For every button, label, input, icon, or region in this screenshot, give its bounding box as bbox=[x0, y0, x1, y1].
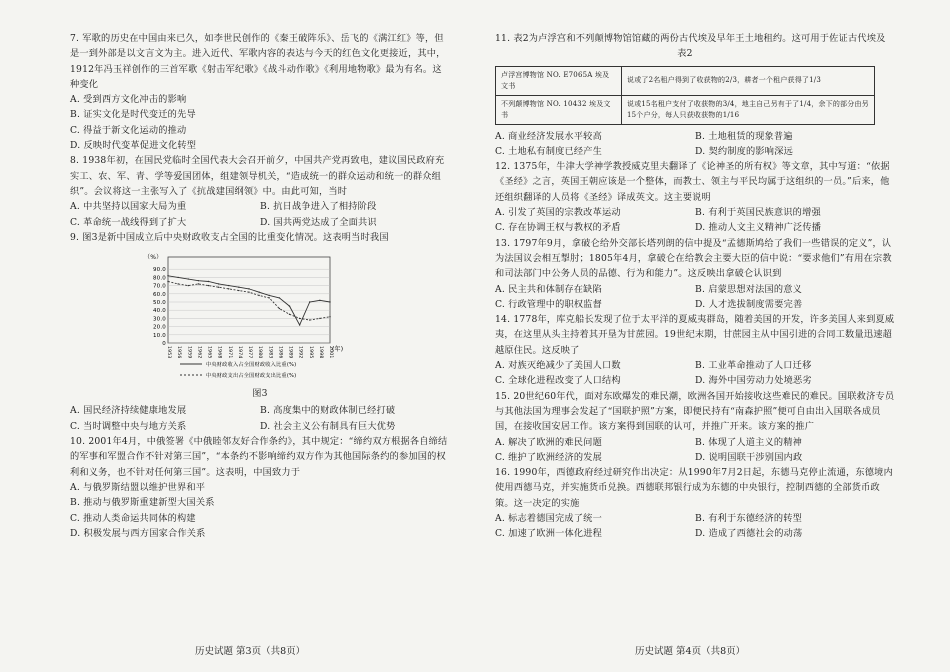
y-tick-label: 30.0 bbox=[152, 316, 166, 323]
data-point bbox=[198, 283, 199, 284]
y-tick-label: 10.0 bbox=[152, 332, 166, 339]
q16-option-b: B. 有利于东德经济的转型 bbox=[695, 513, 803, 525]
question-14-stem: 14. 1778年，库克船长发现了位于太平洋的夏威夷群岛，随着美国的开发，许多美国人来到夏威夷，在这里从头主持着其开垦为甘蔗园。19世纪末期，甘蔗园主从中国引进的合同工数量迅速超越原住民。这反映了 bbox=[495, 314, 895, 356]
q7-option-c: C. 得益于新文化运动的推动 bbox=[70, 124, 187, 136]
q13-option-d: D. 人才选拔制度需要完善 bbox=[695, 298, 803, 310]
q8-option-b: B. 抗日战争进入了相持阶段 bbox=[260, 201, 377, 213]
x-axis-label: (年) bbox=[332, 346, 344, 354]
question-13-stem: 13. 1797年9月，拿破仑给外交部长塔列朗的信中提及“孟德斯鸠给了我们一些错误的定义”，认为法国议会相互掣肘；1805年4月，拿破仑在给教会主要大臣的信中说：“要求他们”有用在宗教和司法部门中公务人员的品德、行为和能力”。这反映出拿破仑认识到 bbox=[495, 237, 892, 280]
q9-option-c: C. 当时调整中央与地方关系 bbox=[70, 420, 187, 432]
x-tick-label: 1974 bbox=[236, 346, 242, 359]
x-tick-label: 1986 bbox=[277, 346, 283, 359]
q14-option-c: C. 全球化进程改变了人口结构 bbox=[495, 375, 621, 387]
q16-option-c: C. 加速了欧洲一体化进程 bbox=[495, 528, 603, 540]
y-tick-label: 0 bbox=[162, 341, 166, 348]
x-tick-labels bbox=[166, 346, 334, 359]
q11-options-row-2 bbox=[495, 144, 895, 159]
q9-option-a: A. 国民经济持续健康地发展 bbox=[70, 405, 187, 417]
question-7-stem: 7. 军歌的历史在中国由来已久，如李世民创作的《秦王破阵乐》、岳飞的《满江红》等，但是一到外部是以文言文为主。进入近代、军歌内容的表达与今天的红色文化更接近，其中，1912年冯玉祥创作的三首军歌《射击军纪歌》《战斗动作歌》《利用地物歌》最为有名。这种变化 bbox=[70, 33, 446, 90]
data-point bbox=[208, 281, 209, 282]
table-2-title: 表2 bbox=[677, 48, 693, 60]
data-point bbox=[228, 285, 229, 286]
q14-option-a: A. 对族灭绝减少了美国人口数 bbox=[495, 360, 621, 372]
x-tick-label: 1956 bbox=[176, 346, 182, 359]
data-point bbox=[309, 319, 310, 320]
question-9-stem: 9. 图3是新中国成立后中央财政收支占全国的比重变化情况。这表明当时我国 bbox=[70, 231, 389, 243]
q14-option-b: B. 工业革命推动了人口迁移 bbox=[695, 360, 812, 372]
left-column bbox=[70, 31, 450, 541]
q14-options-row-2 bbox=[495, 373, 895, 388]
q11-option-b: B. 土地租赁的现象普遍 bbox=[695, 130, 793, 142]
q16-option-d: D. 造成了西德社会的动荡 bbox=[695, 528, 803, 540]
legend-label-income: 中央财政收入占全国财政收入比重(%) bbox=[206, 362, 297, 369]
q12-options-row-2 bbox=[495, 220, 895, 235]
q15-options-row-2 bbox=[495, 450, 895, 465]
y-axis-label: （%） bbox=[144, 254, 163, 262]
data-point bbox=[218, 287, 219, 288]
data-point bbox=[269, 297, 270, 298]
data-point bbox=[218, 283, 219, 284]
chart-svg bbox=[140, 247, 350, 382]
q13-options-row-1 bbox=[495, 282, 895, 297]
question-11-stem: 11. 表2为卢浮宫和不列颠博物馆馆藏的两份古代埃及早年王土地租约。这可用于佐证古代埃及 bbox=[495, 33, 886, 44]
x-tick-label: 1965 bbox=[206, 346, 212, 359]
y-tick-label: 80.0 bbox=[152, 275, 166, 282]
data-point bbox=[177, 277, 178, 278]
q11-option-c: C. 土地私有制度已经产生 bbox=[495, 145, 603, 157]
q15-option-d: D. 说明国联干涉别国内政 bbox=[695, 451, 803, 463]
x-tick-label: 1968 bbox=[216, 346, 222, 359]
data-point bbox=[299, 324, 300, 325]
q13-option-c: C. 行政管理中的职权监督 bbox=[495, 298, 603, 310]
q14-options-row-1 bbox=[495, 358, 895, 373]
data-point bbox=[269, 295, 270, 296]
q13-option-b: B. 启蒙思想对法国的意义 bbox=[695, 283, 803, 295]
q16-options-row-1 bbox=[495, 511, 895, 526]
q10-option-a: A. 与俄罗斯结盟以维护世界和平 bbox=[70, 481, 206, 493]
series-line-expense bbox=[168, 282, 330, 321]
q8-options-row-2 bbox=[70, 215, 450, 230]
table-cell-source: 卢浮宫博物馆 NO. E7065A 埃及文书 bbox=[496, 66, 622, 95]
series-line-income bbox=[168, 276, 330, 325]
q11-option-a: A. 商业经济发展水平较高 bbox=[495, 130, 602, 142]
y-tick-label: 70.0 bbox=[152, 283, 166, 290]
table-2 bbox=[495, 66, 875, 125]
q8-option-d: D. 国共两党达成了全面共识 bbox=[260, 216, 377, 228]
q11-options-row-1 bbox=[495, 129, 895, 144]
exam-page-4 bbox=[475, 0, 950, 672]
q11-option-d: D. 契约制度的影响深远 bbox=[695, 145, 793, 157]
question-10-stem: 10. 2001年4月，中俄签署《中俄睦邻友好合作条约》，其中规定：“缔约双方根据各自缔结的军事和军盟合作不针对第三国”，“本条约不影响缔约双方作为其他国际条约的参加国的权利和义务，也不针对任何第三国”。这表明，中国致力于 bbox=[70, 436, 448, 478]
question-16-stem: 16. 1990年，西德政府经过研究作出决定：从1990年7月2日起，东德马克停止流通，东德境内使用西德马克，并实施货币兑换。西德联邦银行成为东德的中央银行，控制西德的全部货币政策。这一决定的实施 bbox=[495, 467, 893, 509]
data-point bbox=[319, 300, 320, 301]
y-tick-label: 90.0 bbox=[152, 267, 166, 274]
data-point bbox=[299, 318, 300, 319]
data-point bbox=[309, 301, 310, 302]
figure-caption: 图3 bbox=[252, 388, 268, 400]
table-cell-content: 说或15名租户支付了收获物的3/4，地主自己另有于了1/4，余下的部分由另15个户分，每人只获收获物的1/16 bbox=[622, 95, 875, 124]
q12-option-a: A. 引发了英国的宗教改革运动 bbox=[495, 207, 621, 219]
x-tick-label: 1992 bbox=[297, 346, 303, 359]
chart-legend bbox=[180, 360, 296, 379]
data-point bbox=[289, 314, 290, 315]
q8-options-row-1 bbox=[70, 199, 450, 214]
q12-option-b: B. 有利于英国民族意识的增强 bbox=[695, 207, 821, 219]
right-column bbox=[495, 31, 895, 542]
x-tick-label: 1989 bbox=[287, 346, 293, 359]
q9-option-d: D. 社会主义公有制具有巨大优势 bbox=[260, 420, 396, 432]
data-point bbox=[167, 275, 168, 276]
q14-option-d: D. 海外中国劳动力处境恶劣 bbox=[695, 375, 812, 387]
plot-frame bbox=[168, 257, 330, 343]
q9-options-row-1 bbox=[70, 403, 450, 418]
page-footer-right: 历史试题 第4页（共8页） bbox=[635, 646, 746, 657]
q12-option-d: D. 推动人文主义精神广泛传播 bbox=[695, 222, 822, 234]
x-tick-label: 1959 bbox=[186, 346, 192, 359]
q8-option-a: A. 中共坚持以国家大局为重 bbox=[70, 201, 187, 213]
data-point bbox=[289, 306, 290, 307]
x-tick-label: 1977 bbox=[247, 346, 252, 359]
table-cell-source: 不列颠博物馆 NO. 10432 埃及文书 bbox=[496, 95, 622, 124]
data-point bbox=[228, 288, 229, 289]
table-row bbox=[496, 66, 875, 95]
data-point bbox=[177, 283, 178, 284]
x-tick-label: 1962 bbox=[196, 346, 202, 359]
question-8-stem: 8. 1938年初，在国民党临时全国代表大会召开前夕，中国共产党再致电，建议国民政府充实工、农、军、青、学等爱国团体，组建领导机关，“造成统一的群众运动和统一的群众组织”。会议将这一主张写入了《抗战建国纲领》中。由此可知，当时 bbox=[70, 155, 445, 197]
data-point bbox=[279, 308, 280, 309]
x-tick-label: 1998 bbox=[317, 346, 323, 359]
table-row bbox=[496, 95, 875, 124]
q10-option-b: B. 推动与俄罗斯重建新型大国关系 bbox=[70, 497, 215, 509]
question-15-stem: 15. 20世纪60年代，面对东欧爆发的难民潮，欧洲各国开始接收这些难民的难民。国联救济专员与其他法国为理事会发起了“国联护照”方案，即便民持有“南森护照”便可自由出入国联各成员国，在接收国安居工作。该方案得到国联的认可，并推广开来。该方案的推广 bbox=[495, 390, 895, 433]
legend-label-expense: 中央财政支出占全国财政支出比重(%) bbox=[206, 373, 297, 380]
q15-option-a: A. 解决了欧洲的难民问题 bbox=[495, 436, 602, 448]
q10-option-d: D. 积极发展与西方国家合作关系 bbox=[70, 527, 206, 539]
page-footer-left: 历史试题 第3页（共8页） bbox=[195, 646, 306, 657]
q15-option-c: C. 维护了欧洲经济的发展 bbox=[495, 451, 603, 463]
y-tick-labels bbox=[153, 267, 166, 347]
q7-option-a: A. 受到西方文化冲击的影响 bbox=[70, 94, 187, 106]
q9-options-row-2 bbox=[70, 419, 450, 434]
q15-option-b: B. 体现了人道主义的精神 bbox=[695, 436, 803, 448]
chart-marks bbox=[167, 257, 330, 343]
y-tick-label: 60.0 bbox=[152, 291, 166, 298]
q13-options-row-2 bbox=[495, 297, 895, 312]
data-point bbox=[238, 287, 239, 288]
q7-option-b: B. 证实文化是时代变迁的先导 bbox=[70, 109, 196, 121]
data-point bbox=[329, 301, 330, 302]
data-point bbox=[248, 292, 249, 293]
x-tick-label: 1980 bbox=[257, 346, 263, 359]
data-point bbox=[279, 297, 280, 298]
q16-option-a: A. 标志着德国完成了统一 bbox=[495, 513, 602, 525]
question-12-stem: 12. 1375年，牛津大学神学教授威克里夫翻译了《论神圣的所有权》等文章，其中写道：“依据《圣经》之言，英国王朝应该是一个整体，而教士、领主与平民均属于这组织的一员。”后来，他还组织翻译的人员将《圣经》译成英文。这主要说明 bbox=[495, 161, 890, 203]
x-tick-label: 1983 bbox=[267, 346, 273, 359]
figure-3-chart bbox=[140, 247, 350, 382]
data-point bbox=[188, 285, 189, 286]
x-tick-label: 1971 bbox=[226, 346, 232, 359]
data-point bbox=[258, 292, 259, 293]
q12-option-c: C. 存在协调王权与教权的矛盾 bbox=[495, 222, 621, 234]
data-point bbox=[258, 295, 259, 296]
y-tick-label: 20.0 bbox=[152, 324, 166, 331]
q16-options-row-2 bbox=[495, 526, 895, 541]
y-tick-label: 40.0 bbox=[152, 308, 166, 315]
q8-option-c: C. 革命统一战线得到了扩大 bbox=[70, 216, 187, 228]
data-point bbox=[188, 278, 189, 279]
q15-options-row-1 bbox=[495, 435, 895, 450]
data-point bbox=[208, 285, 209, 286]
data-point bbox=[167, 281, 168, 282]
data-point bbox=[329, 316, 330, 317]
x-tick-label: 1995 bbox=[307, 346, 313, 359]
y-tick-label: 50.0 bbox=[152, 300, 166, 307]
q13-option-a: A. 民主共和体制存在缺陷 bbox=[495, 283, 602, 295]
q9-option-b: B. 高度集中的财政体制已经打破 bbox=[260, 405, 396, 417]
q10-option-c: C. 推动人类命运共同体的构建 bbox=[70, 512, 196, 524]
data-point bbox=[248, 288, 249, 289]
x-tick-label: 2001 bbox=[328, 346, 333, 359]
q7-option-d: D. 反映时代变革促进文化转型 bbox=[70, 140, 197, 152]
q12-options-row-1 bbox=[495, 205, 895, 220]
data-point bbox=[238, 290, 239, 291]
table-cell-content: 说或了2名租户得到了收获物的2/3，耕者一个租户获得了1/3 bbox=[622, 66, 875, 95]
data-point bbox=[198, 280, 199, 281]
x-tick-label: 1953 bbox=[166, 346, 171, 359]
data-point bbox=[319, 318, 320, 319]
